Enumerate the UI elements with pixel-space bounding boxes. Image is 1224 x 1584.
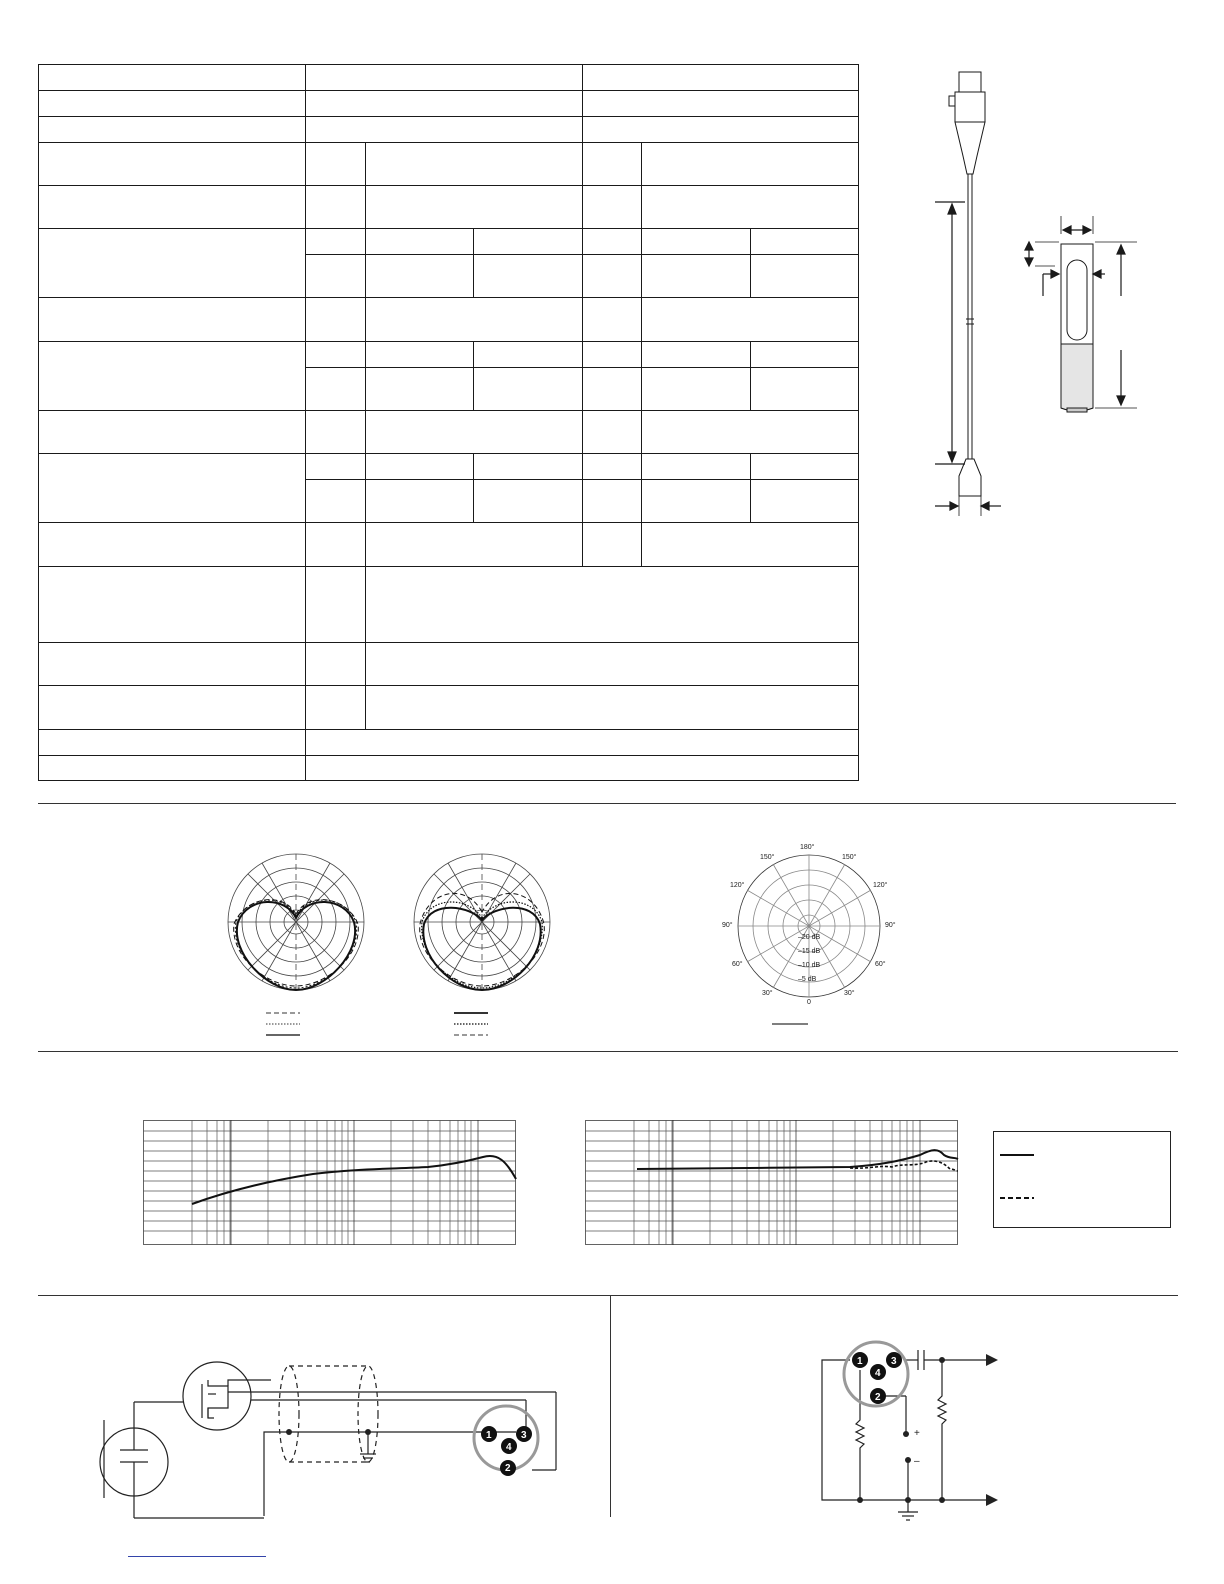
angle-90-right-label: 90° — [885, 922, 896, 929]
frequency-legend-box — [992, 1130, 1174, 1230]
angle-150-left-label: 150° — [760, 854, 775, 861]
angle-30-left-label: 30° — [762, 990, 773, 997]
angle-90-left-label: 90° — [722, 922, 733, 929]
pin-2-label: 2 — [505, 1463, 511, 1474]
angle-60-right-label: 60° — [875, 961, 886, 968]
angle-120-left-label: 120° — [730, 882, 745, 889]
pin-3-label: 3 — [521, 1430, 527, 1441]
pin-4-label: 4 — [875, 1368, 881, 1379]
section-divider — [38, 1051, 1178, 1052]
polarity-plus-label: + — [914, 1428, 920, 1439]
polar-pattern-cardioid — [226, 852, 366, 1042]
angle-0-label: 0 — [807, 999, 811, 1006]
pin-1-label: 1 — [486, 1430, 492, 1441]
pin-3-label: 3 — [891, 1356, 897, 1367]
db-ring-10-label: –10 dB — [798, 962, 821, 969]
pin-1-label: 1 — [857, 1356, 863, 1367]
frequency-response-chart-1 — [138, 1117, 520, 1251]
angle-60-left-label: 60° — [732, 961, 743, 968]
microphone-dimension-drawing — [925, 64, 1155, 524]
db-ring-15-label: –15 dB — [798, 948, 821, 955]
frequency-response-chart-2 — [580, 1117, 962, 1251]
section-divider — [38, 1295, 1178, 1296]
pin-2-label: 2 — [875, 1392, 881, 1403]
angle-120-right-label: 120° — [873, 882, 888, 889]
polar-pattern-supercardioid — [412, 852, 552, 1042]
angle-180-label: 180° — [800, 844, 815, 851]
footer-link-underline[interactable] — [128, 1556, 266, 1557]
pin-4-label: 4 — [506, 1442, 512, 1453]
angle-30-right-label: 30° — [844, 990, 855, 997]
spec-table — [38, 64, 860, 782]
polar-template-chart — [718, 842, 898, 1032]
section-divider — [38, 803, 1176, 804]
output-schematic — [814, 1340, 1004, 1530]
wiring-schematic — [96, 1350, 576, 1530]
polarity-minus-label: – — [914, 1456, 920, 1467]
db-ring-5-label: –5 dB — [798, 976, 817, 983]
column-divider — [610, 1295, 611, 1517]
db-ring-20-label: –20 dB — [798, 934, 821, 941]
angle-150-right-label: 150° — [842, 854, 857, 861]
